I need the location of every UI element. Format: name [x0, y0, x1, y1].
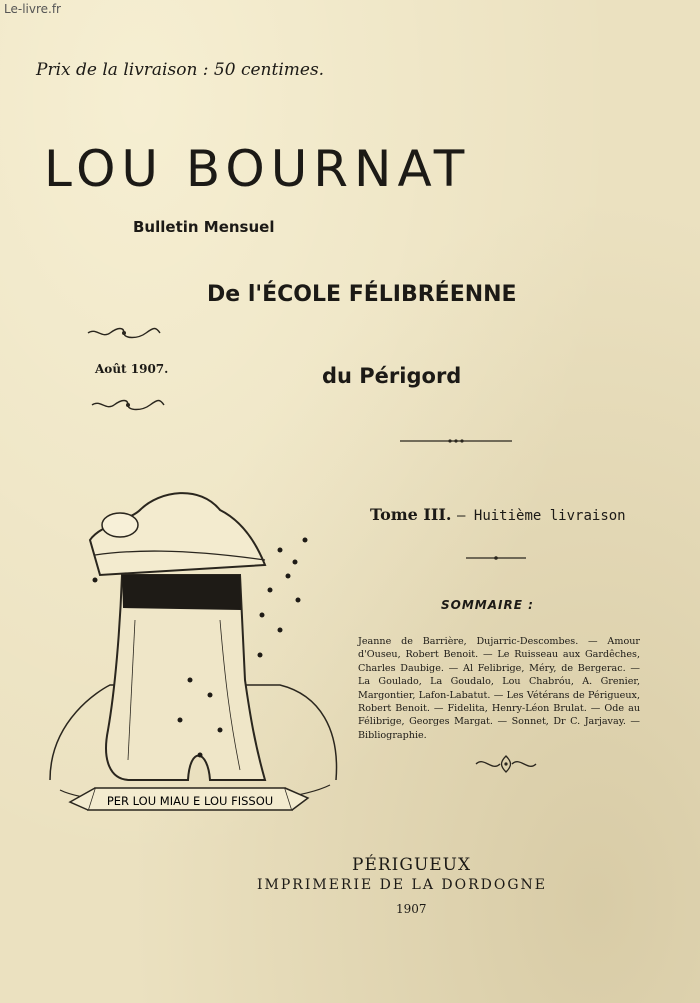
issue-date: Août 1907.: [95, 362, 169, 376]
sommaire-heading: SOMMAIRE :: [441, 598, 534, 612]
school-name: De l'ÉCOLE FÉLIBRÉENNE: [207, 282, 517, 307]
price-line: Prix de la livraison : 50 centimes.: [36, 60, 325, 80]
fleuron-ornament: [474, 752, 538, 776]
bottom-flourish-ornament: [90, 399, 166, 411]
journal-subtitle: Bulletin Mensuel: [133, 218, 275, 236]
rule-divider: [400, 436, 512, 446]
sommaire-text: Jeanne de Barrière, Dujarric-Descombes. — Amour d'Ouseu, Robert Benoit. — Le Ruisseau aux Gardêches, Charles Daubige. — Al Felibrige, Méry, de Bergerac. — La Goulado, La Goudalo, Lou Chabróu, A. Grenier, Margontier, Lafon-Labatut. — Les Vétérans de Périgueux, Robert Benoit. — Fidelita, Henry-Léon Brulat. — Ode au Félibrige, Georges Margat. — Sonnet, Dr C. Jarjavay. — Bibliographie.: [358, 636, 640, 741]
publication-year: 1907: [396, 902, 427, 916]
illustration-motto: PER LOU MIAU E LOU FISSOU: [106, 794, 274, 808]
beehive-illustration: [40, 480, 350, 835]
short-rule-divider: [466, 554, 526, 562]
publication-city: PÉRIGUEUX: [352, 855, 472, 875]
tome-number: Tome III.: [370, 505, 452, 524]
journal-title: LOU BOURNAT: [44, 140, 471, 198]
livraison-number: — Huitième livraison: [457, 508, 626, 524]
tome-line: [370, 505, 626, 524]
top-flourish-ornament: [86, 327, 162, 339]
region-name: du Périgord: [322, 364, 462, 388]
printer-name: IMPRIMERIE DE LA DORDOGNE: [257, 877, 548, 893]
watermark: Le-livre.fr: [4, 2, 61, 16]
